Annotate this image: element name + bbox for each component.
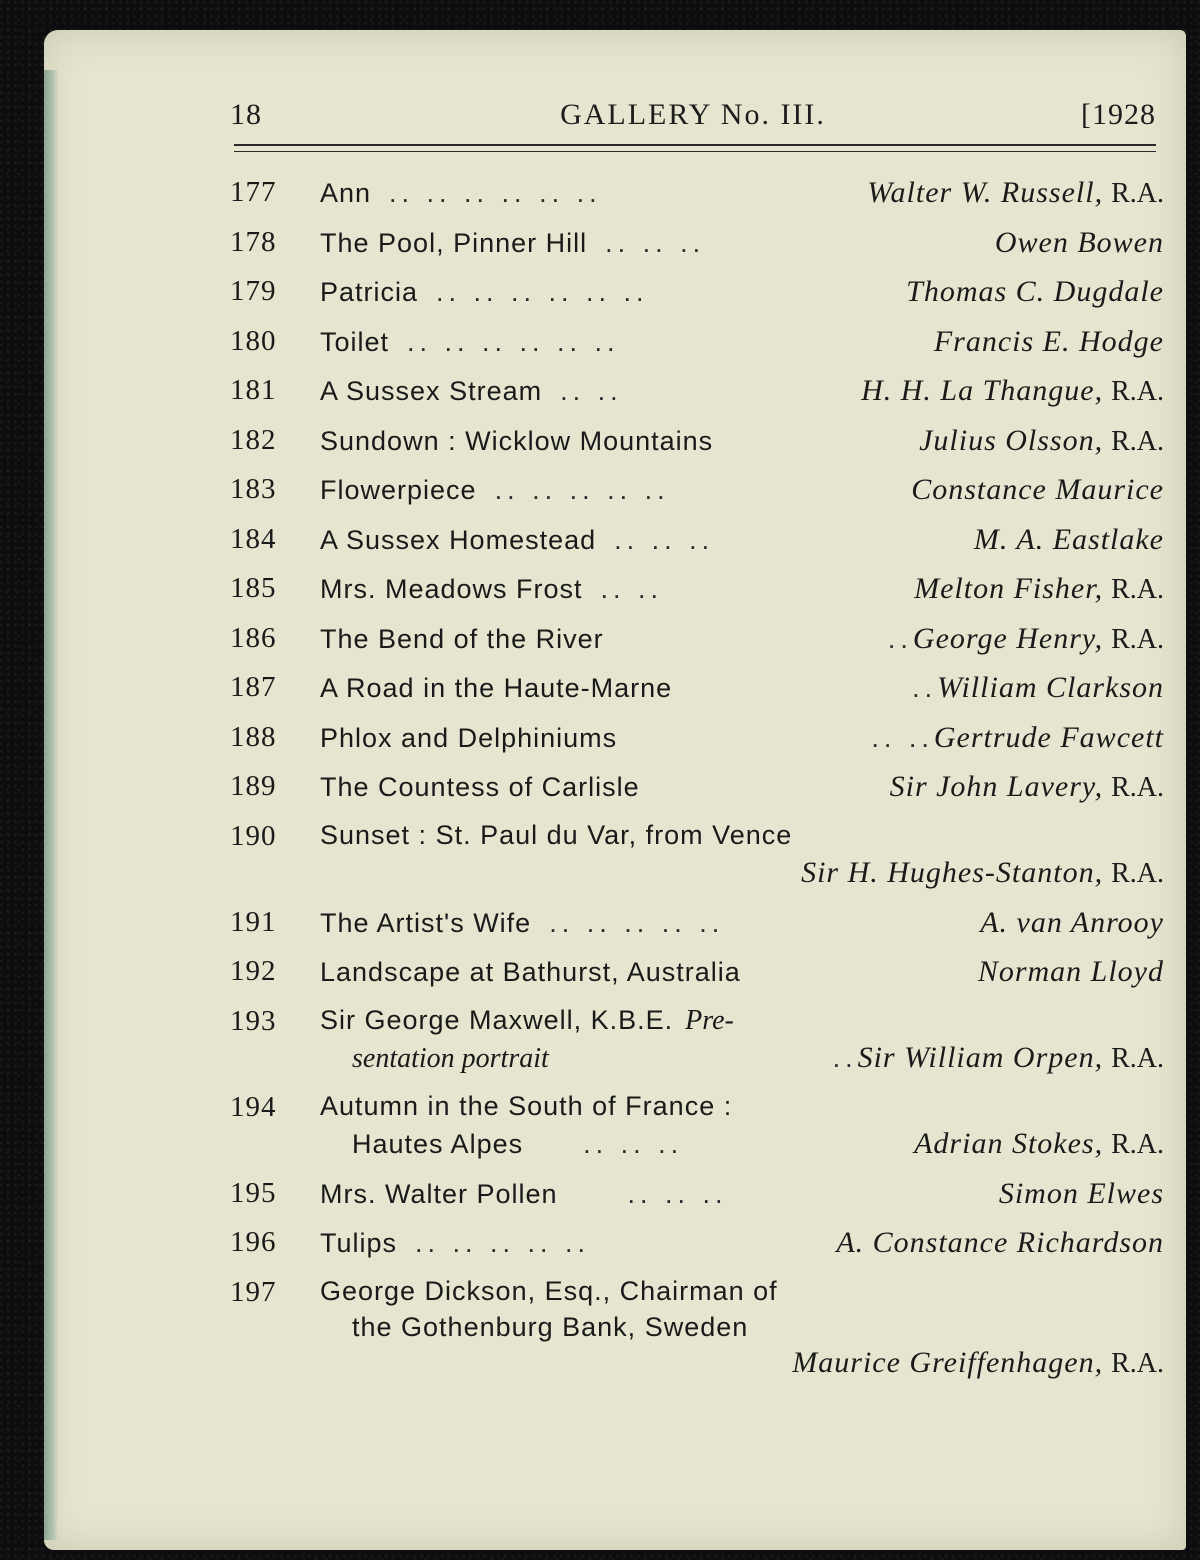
leader-dots: .. .. .. .. .. .. bbox=[436, 277, 649, 307]
entry-181 bbox=[230, 374, 1164, 424]
entry-suffix: R.A. bbox=[1111, 857, 1164, 889]
entry-title: George Dickson, Esq., Chairman of bbox=[320, 1275, 778, 1306]
entry-title: The Pool, Pinner Hill bbox=[320, 227, 588, 258]
entry-number: 183 bbox=[230, 473, 277, 505]
entry-title: Phlox and Delphiniums bbox=[320, 722, 618, 753]
entry-number: 179 bbox=[230, 275, 277, 307]
entry-artist: Francis E. Hodge bbox=[933, 324, 1164, 358]
entry-number: 184 bbox=[230, 522, 277, 555]
entry-title: Mrs. Walter Pollen bbox=[320, 1178, 558, 1209]
entry-188 bbox=[230, 721, 1164, 771]
entry-title: Tulips bbox=[320, 1228, 398, 1258]
entry-artist: Sir John Lavery, bbox=[889, 770, 1104, 803]
gallery-title: GALLERY No. III. bbox=[560, 98, 826, 131]
leader-dots: .. bbox=[887, 623, 913, 654]
entry-suffix: R.A. bbox=[1111, 1128, 1164, 1160]
entry-number: 192 bbox=[230, 955, 277, 987]
entry-title: Flowerpiece bbox=[320, 475, 477, 505]
header-rule-bottom bbox=[234, 151, 1156, 152]
entry-number: 190 bbox=[230, 819, 277, 852]
entry-suffix: R.A. bbox=[1111, 425, 1164, 457]
entry-196 bbox=[230, 1226, 1164, 1276]
entry-title-italic: Pre- bbox=[685, 1004, 734, 1036]
entry-197 bbox=[230, 1276, 1164, 1396]
entry-artist: Julius Olsson, bbox=[919, 423, 1104, 457]
leader-dots: .. .. .. bbox=[614, 524, 715, 555]
leader-dots: .. bbox=[832, 1042, 858, 1073]
leader-dots: .. .. .. .. .. bbox=[494, 475, 670, 505]
entry-title: A Sussex Stream bbox=[320, 376, 543, 406]
entry-artist: Constance Maurice bbox=[911, 473, 1164, 506]
leader-dots: .. bbox=[912, 673, 938, 703]
year: [1928 bbox=[1081, 98, 1156, 131]
entry-192 bbox=[230, 955, 1164, 1005]
entry-title: Landscape at Bathurst, Australia bbox=[320, 957, 741, 987]
entry-title-continuation: the Gothenburg Bank, Sweden bbox=[352, 1311, 749, 1342]
entry-title-continuation: sentation portrait bbox=[352, 1042, 549, 1074]
entry-artist: Maurice Greiffenhagen, bbox=[792, 1345, 1104, 1379]
entry-title: The Artist's Wife bbox=[320, 907, 532, 938]
entry-title: Patricia bbox=[320, 277, 419, 307]
entry-artist: Sir H. Hughes-Stanton, bbox=[801, 855, 1104, 889]
entry-artist: Norman Lloyd bbox=[977, 955, 1164, 988]
entry-artist: Thomas C. Dugdale bbox=[906, 275, 1164, 308]
entry-179 bbox=[230, 275, 1164, 325]
entry-189 bbox=[230, 770, 1164, 820]
entry-195 bbox=[230, 1177, 1164, 1227]
entry-number: 194 bbox=[230, 1090, 277, 1123]
entry-193 bbox=[230, 1005, 1164, 1091]
leader-dots: .. .. .. .. .. .. bbox=[407, 326, 620, 357]
entry-number: 188 bbox=[230, 720, 277, 753]
entry-title: The Bend of the River bbox=[320, 623, 604, 654]
entry-title: Ann bbox=[320, 178, 372, 208]
entry-number: 177 bbox=[230, 176, 277, 208]
leader-dots: .. .. bbox=[600, 574, 664, 604]
entries-list bbox=[230, 176, 1164, 1396]
entry-title: Autumn in the South of France : bbox=[320, 1090, 733, 1121]
entry-177 bbox=[230, 176, 1164, 226]
header-rule-top bbox=[234, 144, 1156, 146]
entry-suffix: R.A. bbox=[1111, 574, 1164, 605]
entry-180 bbox=[230, 325, 1164, 375]
entry-182 bbox=[230, 424, 1164, 474]
entry-artist: Owen Bowen bbox=[994, 225, 1164, 259]
leader-dots: .. .. .. .. .. bbox=[549, 907, 725, 938]
entry-187 bbox=[230, 671, 1164, 721]
leader-dots: .. .. bbox=[871, 722, 934, 753]
leader-dots: .. .. .. bbox=[583, 1128, 684, 1159]
entry-artist: William Clarkson bbox=[937, 671, 1164, 704]
entry-suffix: R.A. bbox=[1111, 178, 1164, 209]
entry-186 bbox=[230, 622, 1164, 672]
entry-artist: M. A. Eastlake bbox=[973, 522, 1164, 556]
entry-number: 189 bbox=[230, 770, 277, 802]
catalogue-page bbox=[44, 30, 1186, 1550]
entry-title: Sundown : Wicklow Mountains bbox=[320, 425, 714, 456]
entry-suffix: R.A. bbox=[1111, 1347, 1164, 1379]
entry-number: 182 bbox=[230, 423, 277, 456]
entry-suffix: R.A. bbox=[1111, 623, 1164, 655]
entry-artist: George Henry, bbox=[912, 621, 1104, 655]
leader-dots: .. .. .. .. .. .. bbox=[389, 178, 602, 208]
page-edge bbox=[44, 70, 58, 1540]
entry-artist: Melton Fisher, bbox=[914, 572, 1104, 605]
entry-178 bbox=[230, 226, 1164, 276]
entry-title: Toilet bbox=[320, 326, 390, 357]
entry-suffix: R.A. bbox=[1111, 772, 1164, 803]
entry-191 bbox=[230, 906, 1164, 956]
entry-artist: Gertrude Fawcett bbox=[933, 720, 1164, 754]
entry-194 bbox=[230, 1091, 1164, 1177]
entry-number: 196 bbox=[230, 1226, 277, 1258]
page-header bbox=[230, 98, 1156, 142]
entry-title: Sir George Maxwell, K.B.E. bbox=[320, 1004, 674, 1035]
entry-artist: Simon Elwes bbox=[998, 1176, 1164, 1210]
entry-183 bbox=[230, 473, 1164, 523]
leader-dots: .. .. bbox=[560, 376, 623, 406]
page-number: 18 bbox=[230, 98, 262, 131]
entry-number: 181 bbox=[230, 374, 277, 406]
entry-number: 195 bbox=[230, 1176, 277, 1209]
entry-number: 191 bbox=[230, 905, 277, 938]
entry-title: Sunset : St. Paul du Var, from Vence bbox=[320, 819, 793, 850]
entry-title: A Road in the Haute-Marne bbox=[320, 673, 673, 703]
entry-artist: Adrian Stokes, bbox=[914, 1126, 1104, 1160]
entry-number: 197 bbox=[230, 1275, 277, 1308]
entry-artist: H. H. La Thangue, bbox=[861, 374, 1104, 407]
entry-184 bbox=[230, 523, 1164, 573]
entry-artist: A. van Anrooy bbox=[980, 905, 1164, 939]
entry-number: 187 bbox=[230, 671, 277, 703]
entry-suffix: R.A. bbox=[1111, 1042, 1164, 1074]
entry-title: The Countess of Carlisle bbox=[320, 772, 640, 802]
entry-artist: A. Constance Richardson bbox=[836, 1226, 1164, 1259]
entry-artist: Walter W. Russell, bbox=[867, 176, 1104, 209]
entry-title: Mrs. Meadows Frost bbox=[320, 574, 583, 604]
entry-number: 185 bbox=[230, 572, 277, 604]
entry-185 bbox=[230, 572, 1164, 622]
entry-artist: Sir William Orpen, bbox=[857, 1040, 1104, 1074]
leader-dots: .. .. .. .. .. bbox=[415, 1228, 591, 1258]
entry-number: 193 bbox=[230, 1004, 277, 1037]
entry-number: 178 bbox=[230, 225, 277, 258]
leader-dots: .. .. .. bbox=[627, 1178, 728, 1209]
entry-number: 180 bbox=[230, 324, 277, 357]
entry-title-continuation: Hautes Alpes bbox=[352, 1128, 524, 1159]
entry-title: A Sussex Homestead bbox=[320, 524, 597, 555]
leader-dots: .. .. .. bbox=[605, 227, 706, 258]
entry-number: 186 bbox=[230, 621, 277, 654]
entry-190 bbox=[230, 820, 1164, 906]
entry-suffix: R.A. bbox=[1111, 376, 1164, 407]
